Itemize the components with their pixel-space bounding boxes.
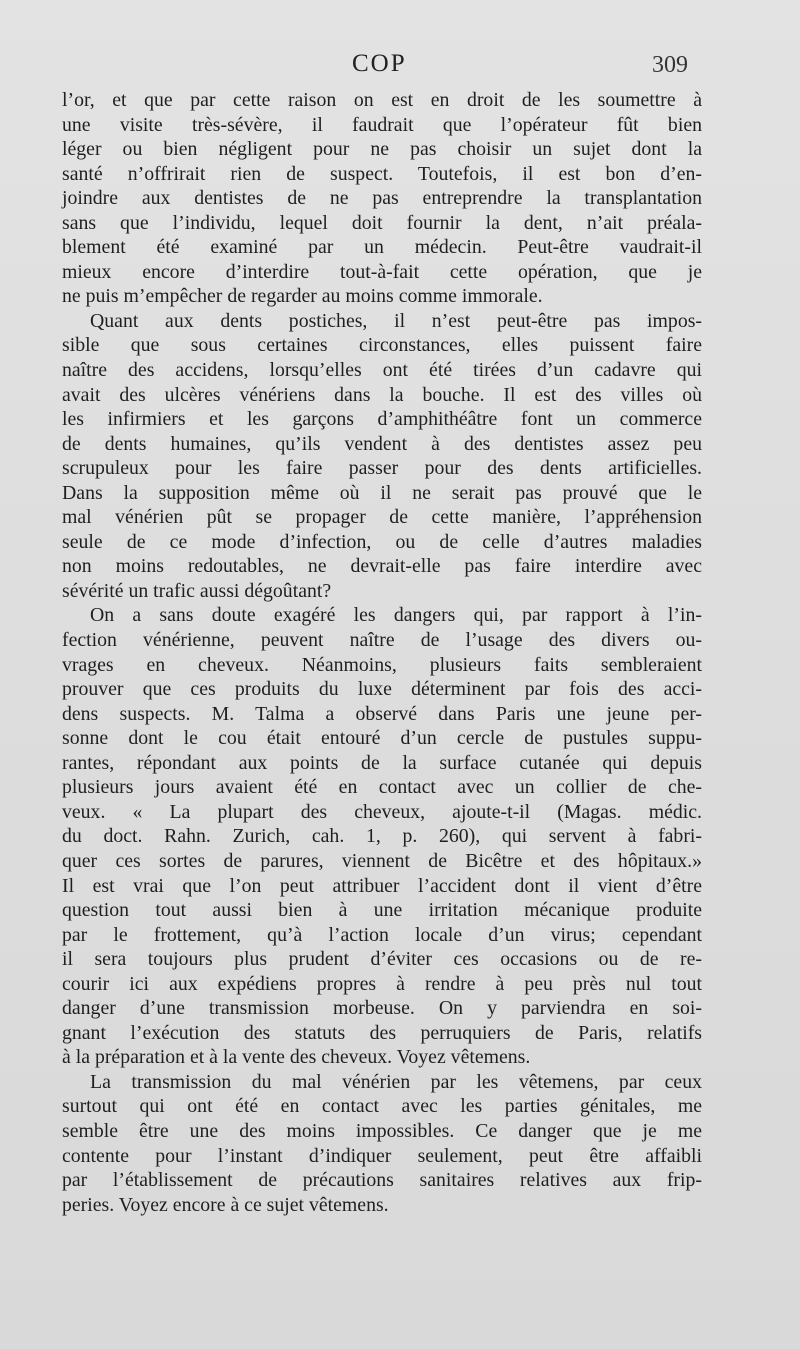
text-line: une visite très-sévère, il faudrait que l’opérateur fût bien — [62, 113, 702, 136]
text-line: par le frottement, qu’à l’action locale d’un virus; cependant — [62, 923, 702, 946]
text-line: contente pour l’instant d’indiquer seulement, peut être affaibli — [62, 1144, 702, 1167]
text-line: prouver que ces produits du luxe déterminent par fois des acci- — [62, 678, 702, 701]
text-line: de dents humaines, qu’ils vendent à des dentistes assez peu — [62, 432, 702, 455]
text-line: courir ici aux expédiens propres à rendre à peu près nul tout — [62, 972, 702, 995]
text-line: par l’établissement de précautions sanitaires relatives aux frip- — [62, 1169, 702, 1192]
text-line: sans que l’individu, lequel doit fournir la dent, n’ait préala- — [62, 211, 702, 234]
text-line: veux. « La plupart des cheveux, ajoute-t-il (Magas. médic. — [62, 800, 702, 823]
body-text — [62, 88, 702, 1217]
text-line: danger d’une transmission morbeuse. On y parviendra en soi- — [62, 997, 702, 1020]
text-line: La transmission du mal vénérien par les vêtemens, par ceux — [90, 1070, 702, 1093]
text-line: du doct. Rahn. Zurich, cah. 1, p. 260), qui servent à fabri- — [62, 825, 702, 848]
text-line: gnant l’exécution des statuts des perruquiers de Paris, relatifs — [62, 1021, 702, 1044]
text-line: Dans la supposition même où il ne serait pas prouvé que le — [62, 481, 702, 504]
text-line: léger ou bien négligent pour ne pas choisir un sujet dont la — [62, 138, 702, 161]
text-line: l’or, et que par cette raison on est en droit de les soumettre à — [62, 89, 702, 111]
page-number: 309 — [652, 52, 688, 78]
text-line: Il est vrai que l’on peut attribuer l’accident dont il vient d’être — [62, 874, 702, 897]
text-line: sévérité un trafic aussi dégoûtant? — [62, 579, 332, 602]
text-line: question tout aussi bien à une irritation mécanique produite — [62, 899, 702, 922]
text-line: ne puis m’empêcher de regarder au moins comme immorale. — [62, 285, 543, 308]
paragraph-3 — [62, 603, 702, 1069]
text-line: fection vénérienne, peuvent naître de l’usage des divers ou- — [62, 629, 702, 652]
paragraph-1 — [62, 88, 702, 309]
text-line: surtout qui ont été en contact avec les parties génitales, me — [62, 1095, 702, 1118]
text-line: les infirmiers et les garçons d’amphithéâtre font un commerce — [62, 408, 702, 431]
text-line: quer ces sortes de parures, viennent de Bicêtre et des hôpitaux.» — [62, 849, 702, 872]
text-line: dens suspects. M. Talma a observé dans Paris une jeune per- — [62, 702, 702, 725]
text-line: seule de ce mode d’infection, ou de celle d’autres maladies — [62, 530, 702, 553]
text-line: santé n’offrirait rien de suspect. Toutefois, il est bon d’en- — [62, 162, 702, 185]
text-line: mieux encore d’interdire tout-à-fait cette opération, que je — [62, 260, 702, 283]
text-line: il sera toujours plus prudent d’éviter ces occasions ou de re- — [62, 948, 702, 971]
text-line: plusieurs jours avaient été en contact avec un collier de che- — [62, 776, 702, 799]
text-line: semble être une des moins impossibles. Ce danger que je me — [62, 1119, 702, 1142]
text-line: naître des accidens, lorsqu’elles ont été tirées d’un cadavre qui — [62, 359, 702, 382]
text-line: sible que sous certaines circonstances, elles puissent faire — [62, 334, 702, 357]
text-line: Quant aux dents postiches, il n’est peut-être pas impos- — [90, 309, 702, 332]
text-line: blement été examiné par un médecin. Peut-être vaudrait-il — [62, 236, 702, 259]
paragraph-4 — [62, 1070, 702, 1217]
text-line: peries. Voyez encore à ce sujet vêtemens. — [62, 1193, 389, 1216]
page-header — [0, 50, 800, 82]
text-line: avait des ulcères vénériens dans la bouche. Il est des villes où — [62, 383, 702, 406]
text-line: à la préparation et à la vente des cheveux. Voyez vêtemens. — [62, 1046, 531, 1069]
text-line: rantes, répondant aux points de la surface cutanée qui depuis — [62, 751, 702, 774]
text-line: joindre aux dentistes de ne pas entreprendre la transplantation — [62, 187, 702, 210]
text-line: mal vénérien pût se propager de cette manière, l’appréhension — [62, 506, 702, 529]
text-line: scrupuleux pour les faire passer pour des dents artificielles. — [62, 457, 702, 480]
paragraph-2 — [62, 309, 702, 604]
text-line: non moins redoutables, ne devrait-elle pas faire interdire avec — [62, 555, 702, 578]
text-line: On a sans doute exagéré les dangers qui, par rapport à l’in- — [90, 604, 702, 627]
running-head: COP — [352, 50, 407, 77]
text-line: vrages en cheveux. Néanmoins, plusieurs faits sembleraient — [62, 653, 702, 676]
text-line: sonne dont le cou était entouré d’un cercle de pustules suppu- — [62, 727, 702, 750]
